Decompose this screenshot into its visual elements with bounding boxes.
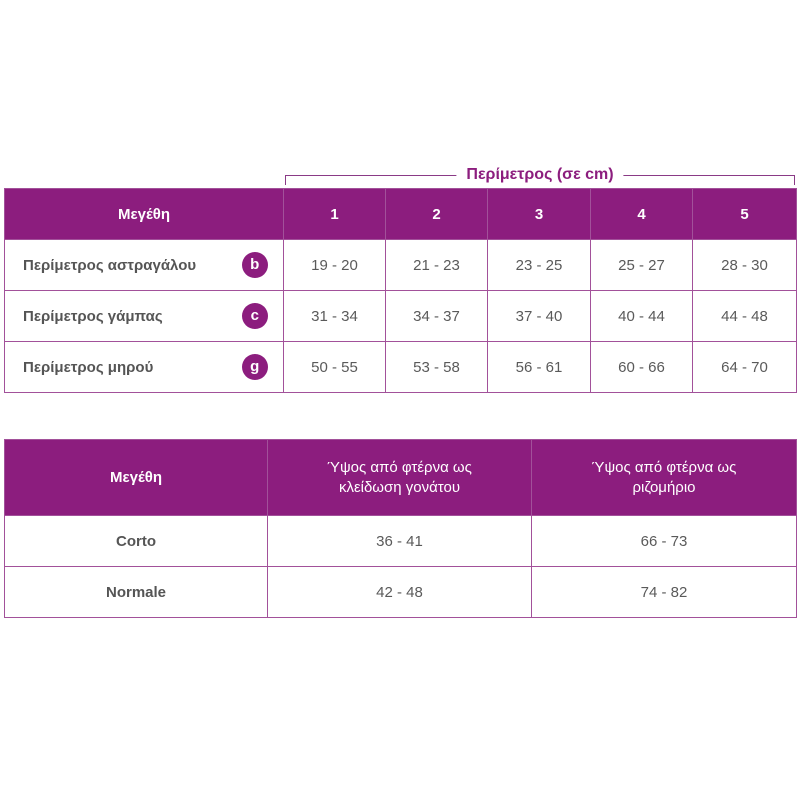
header-line: κλείδωση γονάτου [338,478,461,496]
circumference-size-table [4,188,797,393]
table-cell: 56 - 61 [488,342,591,393]
table-cell: 36 - 41 [268,516,532,567]
header-size-4: 4 [591,189,693,240]
table-row [5,291,797,342]
measurement-badge: g [242,354,268,380]
table-cell: 60 - 66 [591,342,693,393]
header-size-5: 5 [693,189,797,240]
table-row [5,240,797,291]
table-row [5,342,797,393]
table-cell: 42 - 48 [268,567,532,618]
table-cell: 28 - 30 [693,240,797,291]
table-cell: 50 - 55 [284,342,386,393]
length-size-table [4,439,797,618]
header-sizes: Μεγέθη [5,189,284,240]
row-label: Normale [5,567,268,618]
table-row [5,516,797,567]
caption-bracket-right [794,175,795,185]
table-cell: 25 - 27 [591,240,693,291]
header-line: Ύψος από φτέρνα ως [327,458,472,476]
header-size-3: 3 [488,189,591,240]
header-size-1: 1 [284,189,386,240]
caption-bracket-left [285,175,286,185]
table-cell: 37 - 40 [488,291,591,342]
table-cell: 23 - 25 [488,240,591,291]
table-row [5,567,797,618]
table-header-row [5,189,797,240]
header-heel-to-thigh [532,440,797,516]
perimeter-caption [285,164,795,186]
table-cell: 19 - 20 [284,240,386,291]
badge-cell [227,291,284,342]
badge-cell [227,342,284,393]
header-line: ριζομήριο [632,478,696,496]
header-size-2: 2 [386,189,488,240]
table-cell: 31 - 34 [284,291,386,342]
header-heel-to-knee [268,440,532,516]
table-cell: 40 - 44 [591,291,693,342]
row-label: Περίμετρος μηρού [5,342,227,393]
table-cell: 44 - 48 [693,291,797,342]
header-sizes: Μεγέθη [5,440,268,516]
row-label: Περίμετρος γάμπας [5,291,227,342]
row-label: Περίμετρος αστραγάλου [5,240,227,291]
measurement-badge: c [242,303,268,329]
table-cell: 21 - 23 [386,240,488,291]
measurement-badge: b [242,252,268,278]
table-cell: 74 - 82 [532,567,797,618]
table-cell: 66 - 73 [532,516,797,567]
header-line: Ύψος από φτέρνα ως [591,458,737,476]
badge-cell [227,240,284,291]
table-cell: 34 - 37 [386,291,488,342]
table-header-row [5,440,797,516]
table-cell: 53 - 58 [386,342,488,393]
row-label: Corto [5,516,268,567]
table-cell: 64 - 70 [693,342,797,393]
perimeter-caption-label: Περίμετρος (σε cm) [456,164,623,186]
